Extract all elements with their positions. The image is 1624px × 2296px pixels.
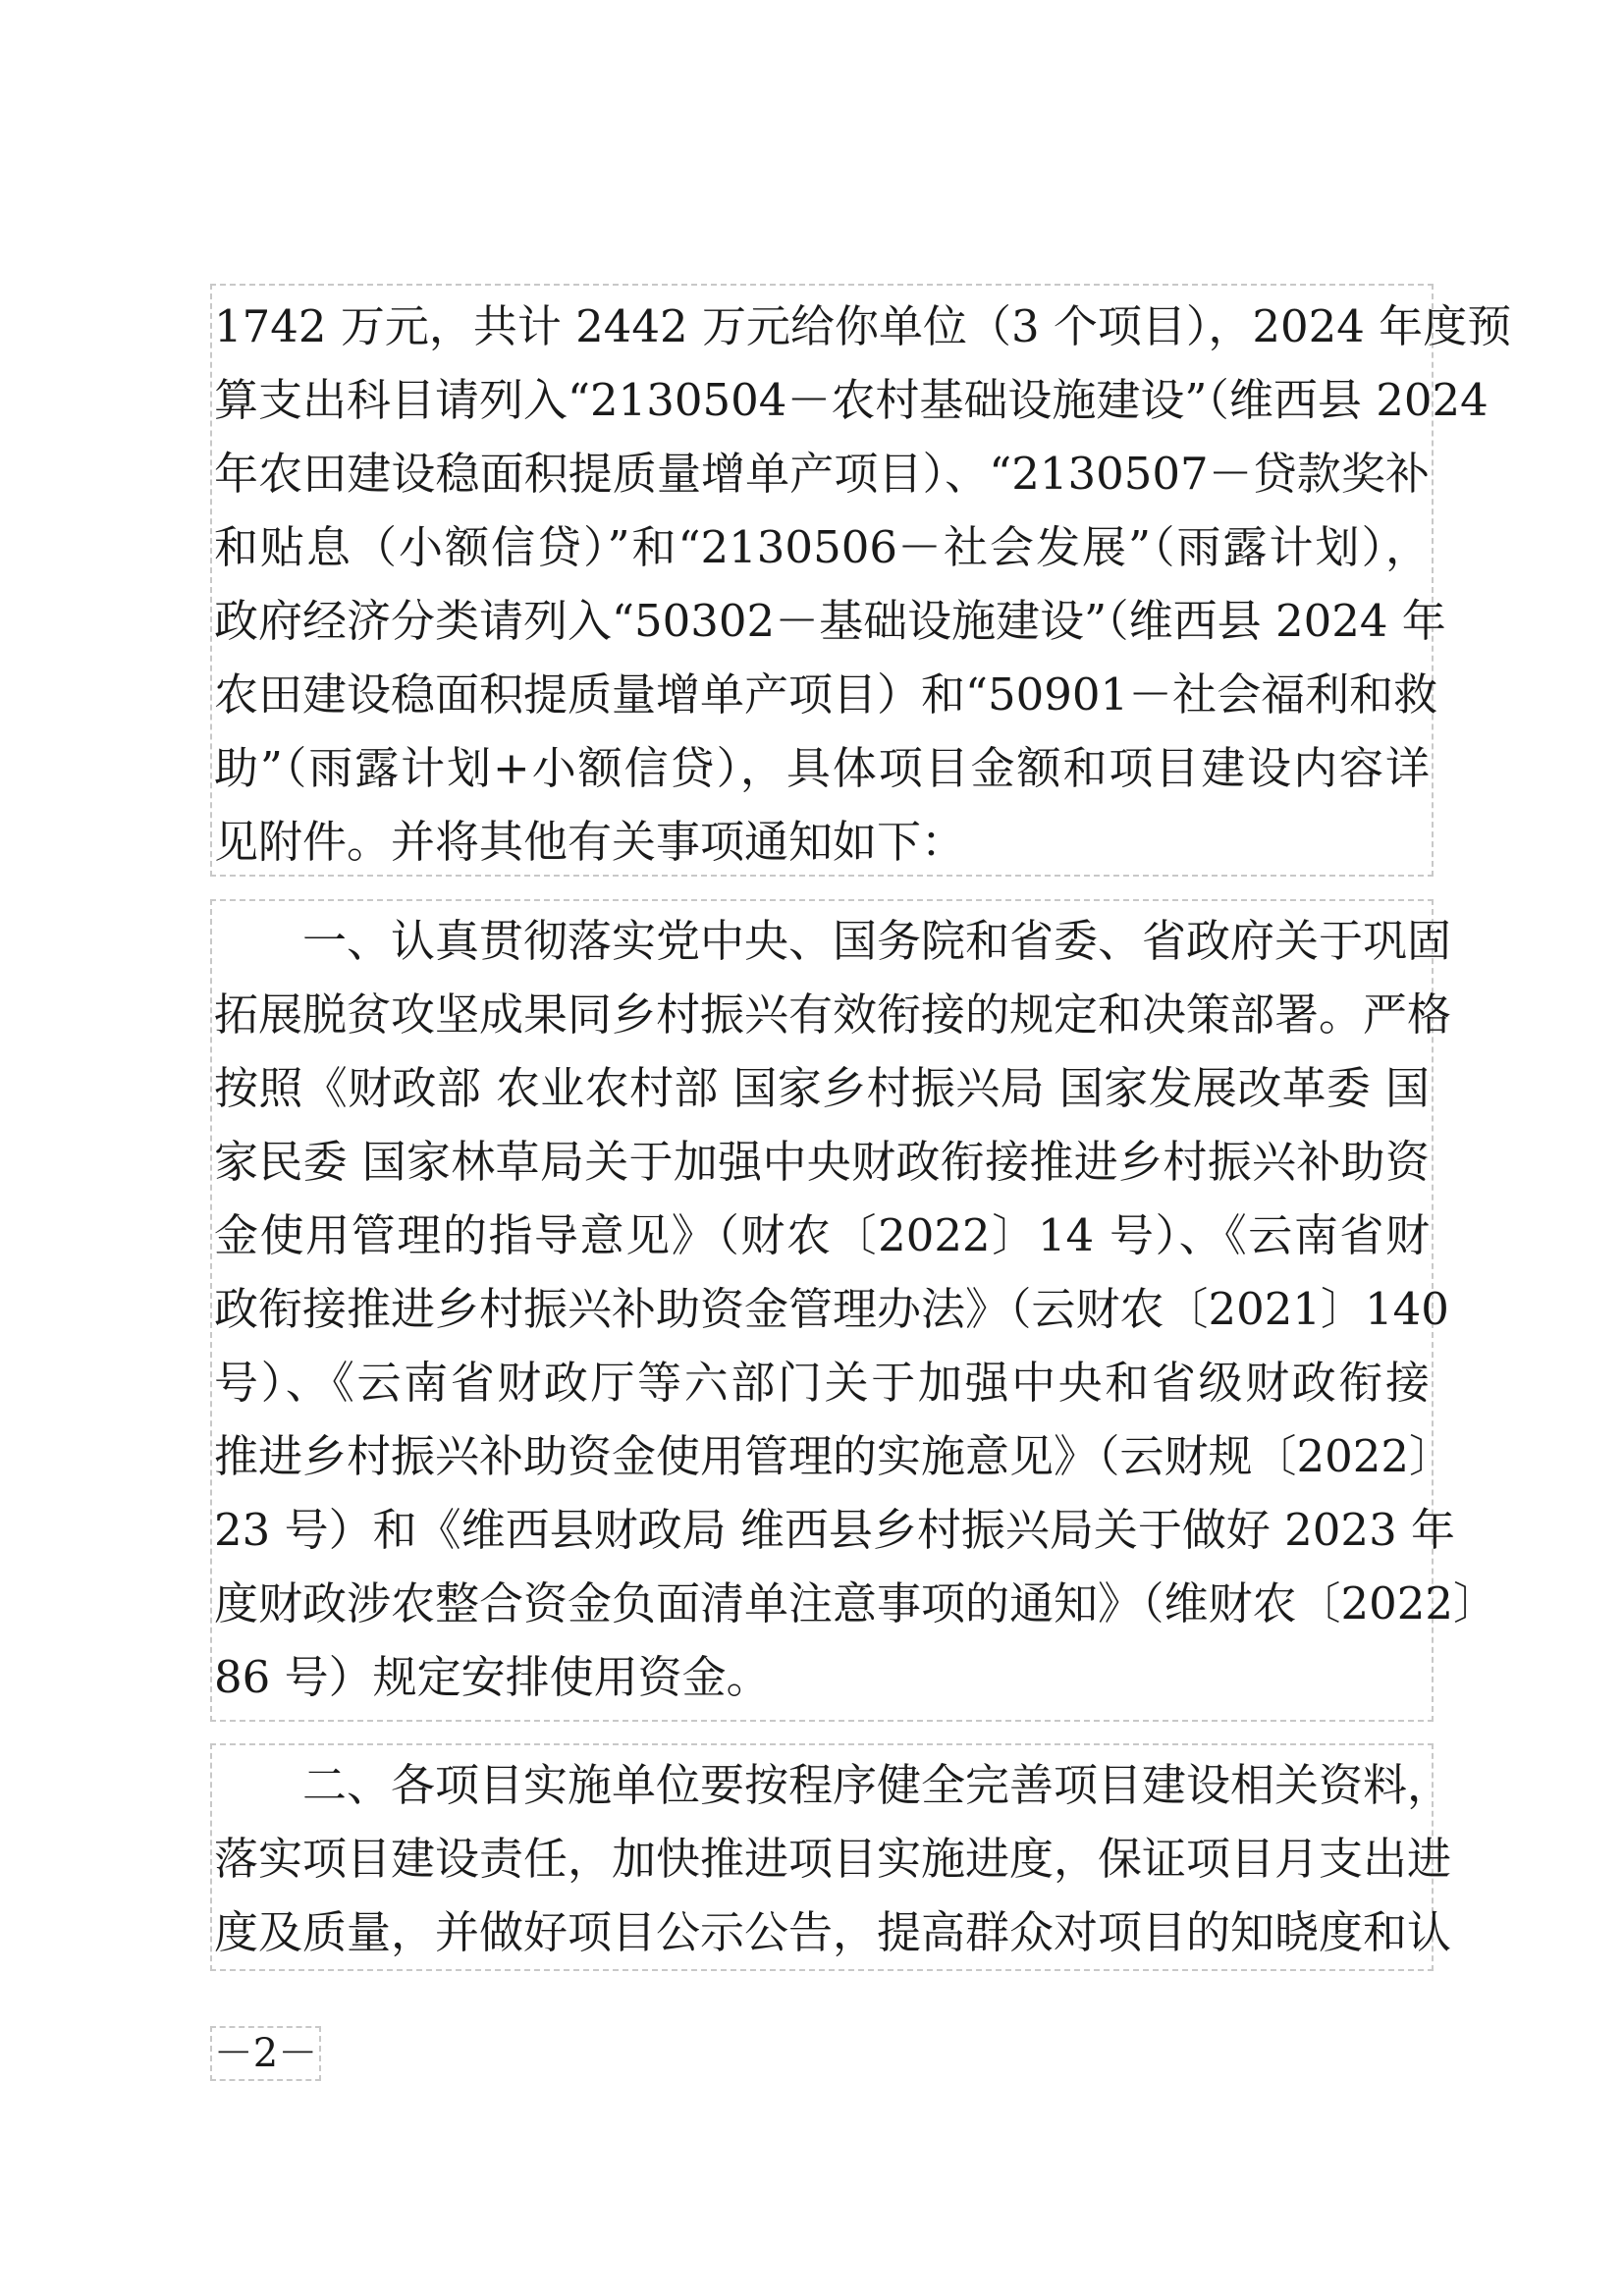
text-line: 政衔接推进乡村振兴补助资金管理办法》（云财农〔2021〕140: [214, 1283, 1449, 1335]
text-line: 推进乡村振兴补助资金使用管理的实施意见》（云财规〔2022〕: [214, 1430, 1454, 1482]
text-line: 政府经济分类请列入“50302－基础设施建设”（维西县 2024 年: [214, 595, 1446, 647]
paragraph-item-one: [210, 899, 1498, 1722]
page-number: －2－: [210, 2026, 321, 2081]
text-line: 农田建设稳面积提质量增单产项目）和“50901－社会福利和救: [214, 668, 1438, 721]
text-line: 算支出科目请列入“2130504－农村基础设施建设”（维西县 2024: [214, 374, 1489, 426]
text-line: 见附件。并将其他有关事项通知如下：: [214, 816, 966, 868]
text-line: 86 号）规定安排使用资金。: [214, 1651, 771, 1703]
text-line: 23 号）和《维西县财政局 维西县乡村振兴局关于做好 2023 年: [214, 1504, 1456, 1556]
text-line: 度财政涉农整合资金负面清单注意事项的通知》（维财农〔2022〕: [214, 1577, 1498, 1629]
text-line: 号）、《云南省财政厅等六部门关于加强中央和省级财政衔接: [214, 1357, 1430, 1409]
text-line: 家民委 国家林草局关于加强中央财政衔接推进乡村振兴补助资: [214, 1136, 1430, 1188]
text-line: 金使用管理的指导意见》（财农〔2022〕14 号）、《云南省财: [214, 1209, 1430, 1261]
text-line: 年农田建设稳面积提质量增单产项目）、“2130507－贷款奖补: [214, 448, 1430, 500]
text-line: 和贴息（小额信贷）”和“2130506－社会发展”（雨露计划），: [214, 521, 1430, 573]
text-line: 按照《财政部 农业农村部 国家乡村振兴局 国家发展改革委 国: [214, 1062, 1430, 1114]
paragraph-item-two: [210, 1743, 1452, 1971]
paragraph-continuation: [210, 284, 1512, 877]
text-line: 助”（雨露计划+小额信贷），具体项目金额和项目建设内容详: [214, 742, 1430, 794]
text-line: 落实项目建设责任，加快推进项目实施进度，保证项目月支出进: [214, 1833, 1452, 1885]
text-line: 二、各项目实施单位要按程序健全完善项目建设相关资料，: [214, 1759, 1452, 1811]
text-line: 度及质量，并做好项目公示公告，提高群众对项目的知晓度和认: [214, 1906, 1452, 1958]
text-line: 1742 万元，共计 2442 万元给你单位（3 个项目），2024 年度预: [214, 300, 1512, 352]
text-line: 拓展脱贫攻坚成果同乡村振兴有效衔接的规定和决策部署。严格: [214, 988, 1452, 1041]
text-line: 一、认真贯彻落实党中央、国务院和省委、省政府关于巩固: [214, 915, 1452, 967]
